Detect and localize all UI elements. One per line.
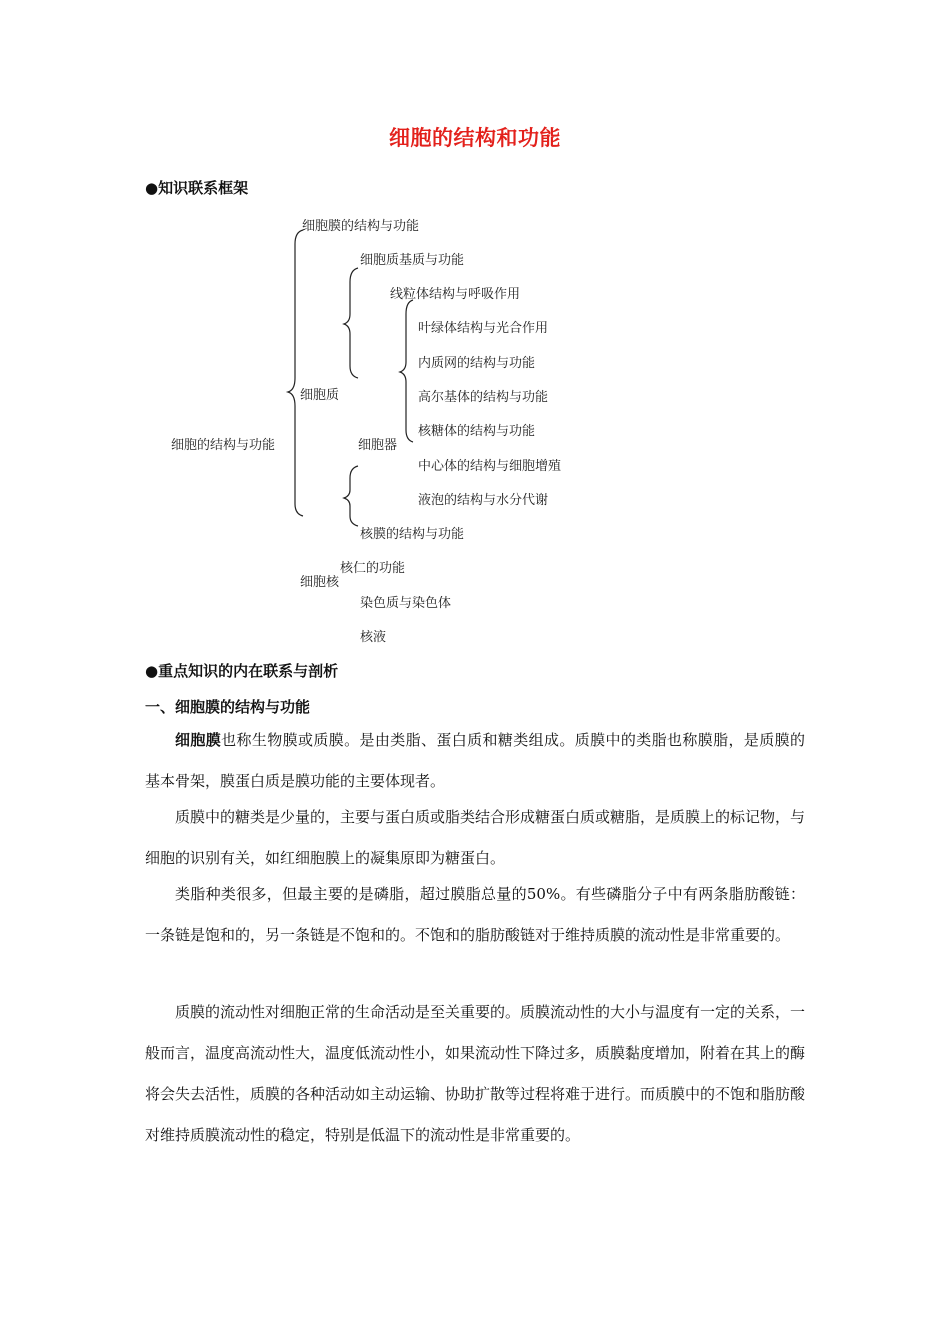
brace-nucleus bbox=[344, 466, 358, 526]
brace-organelle bbox=[400, 300, 413, 442]
tree-organelles: 细胞器 bbox=[358, 438, 398, 453]
tree-root: 细胞的结构与功能 bbox=[171, 438, 276, 453]
tree-organelle-item: 液泡的结构与水分代谢 bbox=[418, 493, 549, 508]
paragraph-1-text: 也称生物膜或质膜。是由类脂、蛋白质和糖类组成。质膜中的类脂也称膜脂，是质膜的基本骨架，膜蛋白质是膜功能的主要体现者。 bbox=[145, 731, 805, 790]
tree-organelle-item: 中心体的结构与细胞增殖 bbox=[418, 459, 562, 474]
paragraph-4: 质膜的流动性对细胞正常的生命活动是至关重要的。质膜流动性的大小与温度有一定的关系，一般而言，温度高流动性大，温度低流动性小，如果流动性下降过多，质膜黏度增加，附着在其上的酶将会失去活性，质膜的各种活动如主动运输、协助扩散等过程将难于进行。而质膜中的不饱和脂肪酸对维持质膜流动性的稳定，特别是低温下的流动性是非常重要的。 bbox=[145, 1003, 806, 1144]
tree-organelle-item: 叶绿体结构与光合作用 bbox=[418, 321, 549, 336]
paragraph-3: 类脂种类很多，但最主要的是磷脂，超过膜脂总量的50%。有些磷脂分子中有两条脂肪酸链：一条链是饱和的，另一条链是不饱和的。不饱和的脂肪酸链对于维持质膜的流动性是非常重要的。 bbox=[145, 885, 805, 944]
tree-cytoplasm: 细胞质 bbox=[300, 388, 340, 403]
tree-nucleus: 细胞核 bbox=[300, 575, 340, 590]
tree-nucleus-item: 核膜的结构与功能 bbox=[360, 527, 465, 542]
paragraph-2: 质膜中的糖类是少量的，主要与蛋白质或脂类结合形成糖蛋白质或糖脂，是质膜上的标记物，与细胞的识别有关，如红细胞膜上的凝集原即为糖蛋白。 bbox=[145, 808, 806, 867]
tree-nucleus-item: 核液 bbox=[360, 630, 387, 645]
tree-organelle-item: 核糖体的结构与功能 bbox=[418, 424, 536, 439]
tree-organelle-item: 内质网的结构与功能 bbox=[418, 356, 536, 371]
tree-nucleus-item: 染色质与染色体 bbox=[360, 596, 452, 611]
tree-organelle-item: 线粒体结构与呼吸作用 bbox=[390, 287, 521, 302]
term-membrane: 细胞膜 bbox=[175, 731, 222, 749]
tree-matrix: 细胞质基质与功能 bbox=[360, 253, 465, 268]
paragraph-1 bbox=[145, 720, 805, 802]
section-heading-analysis: ●重点知识的内在联系与剖析 bbox=[145, 662, 339, 680]
tree-nucleus-item: 核仁的功能 bbox=[340, 561, 406, 576]
subsection-heading-membrane: 一、细胞膜的结构与功能 bbox=[145, 698, 311, 716]
tree-membrane: 细胞膜的结构与功能 bbox=[302, 219, 420, 234]
brace-root bbox=[288, 230, 303, 516]
page-title: 细胞的结构和功能 bbox=[389, 126, 561, 150]
brace-cytoplasm bbox=[344, 268, 358, 378]
section-heading-framework: ●知识联系框架 bbox=[145, 179, 249, 197]
tree-organelle-item: 高尔基体的结构与功能 bbox=[418, 390, 549, 405]
